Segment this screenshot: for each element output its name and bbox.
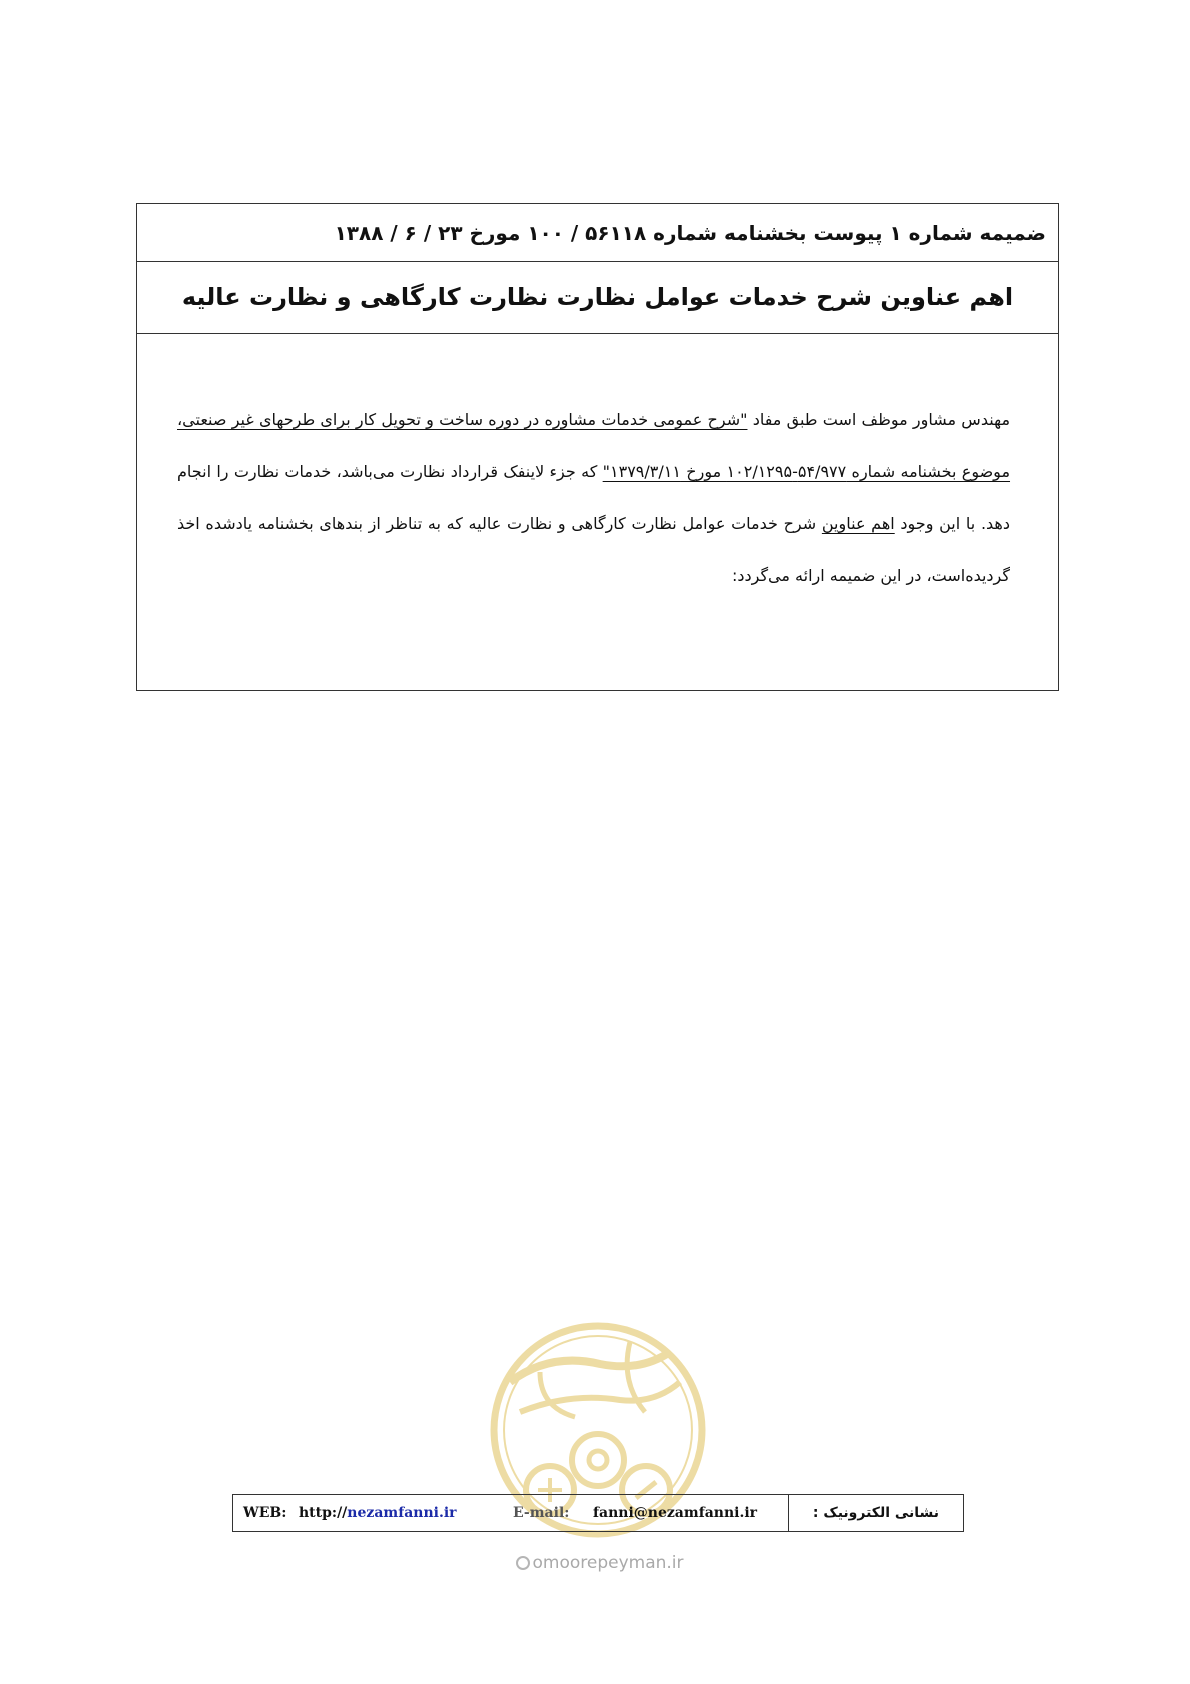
web-label: WEB: [243, 1505, 287, 1521]
web-link[interactable] [299, 1495, 457, 1531]
footer-links [233, 1495, 789, 1531]
email-link[interactable]: fanni@nezamfanni.ir [593, 1505, 758, 1521]
watermark-site [500, 1553, 700, 1573]
email-label: E-mail: [513, 1505, 570, 1521]
body-part-4-emphasis: اهم عناوین [821, 514, 895, 533]
annex-box [136, 203, 1059, 691]
web-prefix: http:// [299, 1505, 348, 1521]
address-label: نشانی الکترونیک : [812, 1505, 940, 1521]
watermark-site-text: omoorepeyman.ir [532, 1553, 684, 1573]
footer-contact-box [232, 1494, 964, 1532]
web-domain: nezamfanni.ir [347, 1505, 457, 1521]
body-part-1: مهندس مشاور موظف است طبق مفاد [747, 410, 1011, 429]
annex-header: ضمیمه شماره ۱ پیوست بخشنامه شماره ۵۶۱۱۸ / ۱۰۰ مورخ ۲۳ / ۶ / ۱۳۸۸ [137, 204, 1058, 262]
body-part-5: شرح خدمات عوامل نظارت کارگاهی و نظارت عالیه که به تناظر از بندهای بخشنامه یادشده اخذ گردیده‌است، در این ضمیمه ارائه می‌گردد: [177, 514, 1010, 585]
document-title: اهم عناوین شرح خدمات عوامل نظارت نظارت کارگاهی و نظارت عالیه [137, 262, 1058, 334]
body-paragraph [177, 394, 1010, 602]
body-part-2-reference: "شرح عمومی خدمات مشاوره در دوره ساخت و تحویل کار برای طرحهای غیر صنعتی، موضوع بخشنامه شماره ۵۴/۹۷۷-۱۰۲/۱۲۹۵ مورخ ۱۳۷۹/۳/۱۱" [177, 410, 1011, 481]
body-part-3: که جزء لاینفک قرارداد نظارت می‌باشد، خدمات نظارت را انجام دهد. با این وجود [177, 462, 1010, 533]
globe-icon [516, 1556, 530, 1570]
